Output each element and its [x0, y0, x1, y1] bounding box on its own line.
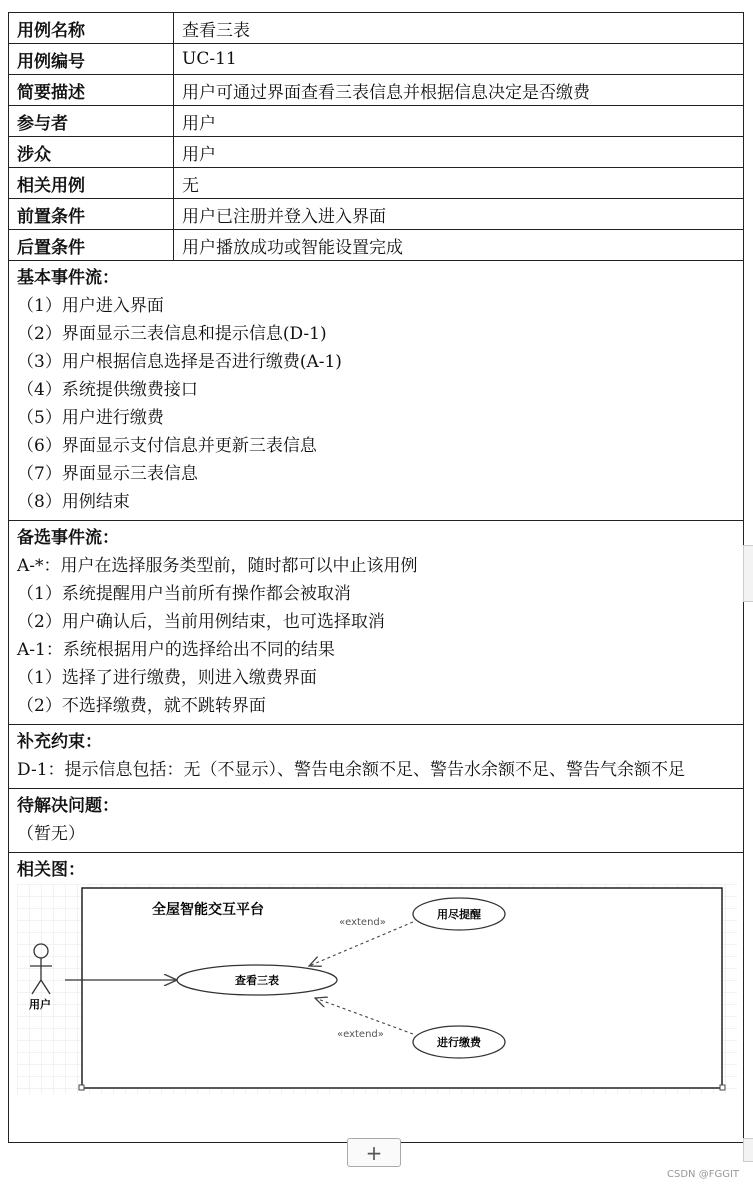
actor-label: 用户: [29, 998, 51, 1011]
list-item: A-*：用户在选择服务类型前，随时都可以中止该用例: [17, 556, 418, 576]
related-diagram-section: [8, 853, 744, 1143]
list-item: （7）界面显示三表信息: [17, 464, 198, 484]
table-row-key: 涉众: [9, 137, 174, 168]
issues-section: [8, 789, 744, 853]
table-row-key: 简要描述: [9, 75, 174, 106]
table-row: [9, 199, 744, 230]
watermark: CSDN @FGGIT: [667, 1169, 739, 1180]
table-row-key: 后置条件: [9, 230, 174, 261]
constraints-section: [8, 725, 744, 789]
use-case-diagram: [17, 884, 735, 1142]
table-row: [9, 13, 744, 44]
table-row-key: 相关用例: [9, 168, 174, 199]
table-row-key: 用例名称: [9, 13, 174, 44]
list-item: （1）用户进入界面: [17, 296, 164, 316]
list-item: （6）界面显示支付信息并更新三表信息: [17, 436, 317, 456]
alt-flow-section: [8, 521, 744, 725]
table-row-value: 无: [174, 168, 744, 199]
table-row-value: 用户: [174, 137, 744, 168]
usecase-top-label: 用尽提醒: [437, 908, 481, 921]
basic-flow-section: [8, 261, 744, 521]
table-row-value: UC-11: [174, 44, 744, 75]
list-item: （2）用户确认后，当前用例结束，也可选择取消: [17, 612, 385, 632]
list-item: （8）用例结束: [17, 492, 130, 512]
table-row-value: 查看三表: [174, 13, 744, 44]
use-case-document: [8, 12, 744, 1143]
basic-flow-title: 基本事件流：: [17, 268, 119, 288]
table-row-key: 用例编号: [9, 44, 174, 75]
constraints-text: D-1：提示信息包括：无（不显示）、警告电余额不足、警告水余额不足、警告气余额不足: [17, 760, 686, 780]
table-row: [9, 230, 744, 261]
boundary-handle-right: [720, 1085, 725, 1090]
table-row-value: 用户: [174, 106, 744, 137]
extend-label-top: «extend»: [339, 917, 386, 928]
table-row-key: 前置条件: [9, 199, 174, 230]
alt-flow-title: 备选事件流：: [17, 528, 119, 548]
use-case-table: [8, 12, 744, 261]
issues-text: （暂无）: [17, 824, 85, 844]
system-boundary: [82, 888, 722, 1088]
side-scroll-tab-bottom[interactable]: [743, 1138, 753, 1162]
list-item: （3）用户根据信息选择是否进行缴费(A-1): [17, 352, 342, 372]
list-item: （2）界面显示三表信息和提示信息(D-1): [17, 324, 327, 344]
boundary-handle-left: [79, 1085, 84, 1090]
table-row: [9, 44, 744, 75]
list-item: （4）系统提供缴费接口: [17, 380, 198, 400]
table-row: [9, 137, 744, 168]
table-row: [9, 75, 744, 106]
add-row-button[interactable]: +: [347, 1138, 401, 1167]
list-item: （5）用户进行缴费: [17, 408, 164, 428]
table-row: [9, 106, 744, 137]
usecase-main-label: 查看三表: [235, 974, 279, 987]
list-item: （1）系统提醒用户当前所有操作都会被取消: [17, 584, 351, 604]
side-scroll-tab[interactable]: [743, 545, 753, 602]
table-row: [9, 168, 744, 199]
system-name: 全屋智能交互平台: [152, 902, 264, 918]
list-item: A-1：系统根据用户的选择给出不同的结果: [17, 640, 335, 660]
related-title: 相关图：: [17, 860, 85, 880]
table-row-value: 用户已注册并登入进入界面: [174, 199, 744, 230]
constraints-title: 补充约束：: [17, 732, 102, 752]
table-row-value: 用户可通过界面查看三表信息并根据信息决定是否缴费: [174, 75, 744, 106]
list-item: （2）不选择缴费，就不跳转界面: [17, 696, 266, 716]
use-case-diagram-svg: [17, 884, 737, 1114]
extend-label-bottom: «extend»: [337, 1029, 384, 1040]
list-item: （1）选择了进行缴费，则进入缴费界面: [17, 668, 317, 688]
issues-title: 待解决问题：: [17, 796, 119, 816]
usecase-bottom-label: 进行缴费: [437, 1036, 481, 1049]
table-row-value: 用户播放成功或智能设置完成: [174, 230, 744, 261]
table-row-key: 参与者: [9, 106, 174, 137]
